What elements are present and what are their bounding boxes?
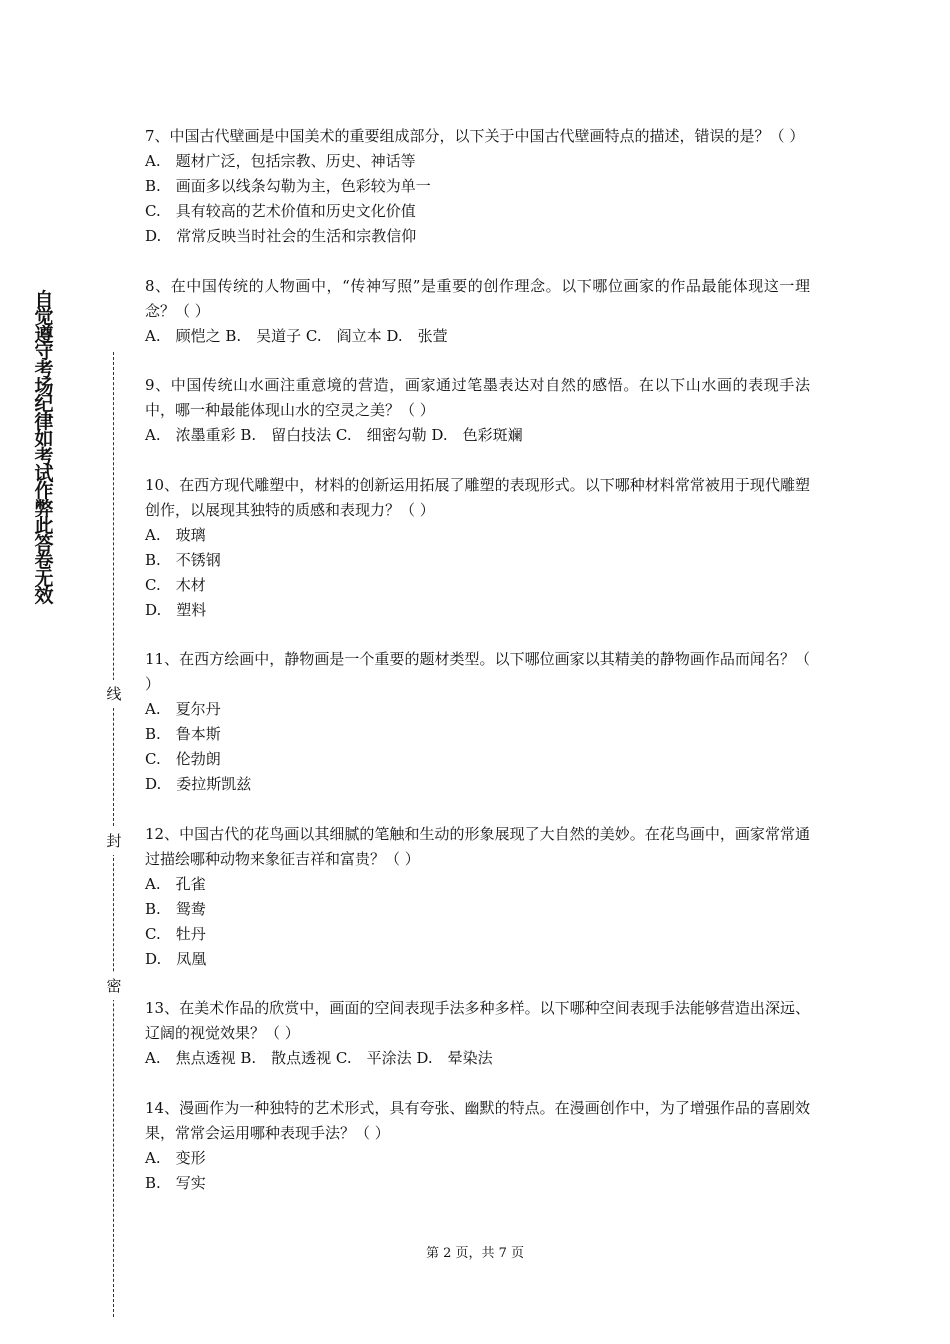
question-9 <box>145 373 810 448</box>
question-stem: 9、中国传统山水画注重意境的营造，画家通过笔墨表达对自然的感悟。在以下山水画的表现手法中，哪一种最能体现山水的空灵之美？（ ） <box>145 376 810 419</box>
option-a: A. 变形 <box>145 1148 206 1167</box>
question-11 <box>145 647 810 797</box>
question-stem: 10、在西方现代雕塑中，材料的创新运用拓展了雕塑的表现形式。以下哪种材料常常被用于现代雕塑创作，以展现其独特的质感和表现力？（ ） <box>145 475 810 519</box>
warning-character: 遵 <box>34 323 54 346</box>
option-c: C. 伦勃朗 <box>145 750 221 768</box>
question-stem: 14、漫画作为一种独特的艺术形式，具有夸张、幽默的特点。在漫画创作中，为了增强作品的喜剧效果，常常会运用哪种表现手法？（ ） <box>145 1098 810 1142</box>
question-stem: 7、中国古代壁画是中国美术的重要组成部分，以下关于中国古代壁画特点的描述，错误的是？（ ） <box>145 127 805 145</box>
warning-character: 考 <box>34 358 54 381</box>
question-stem: 8、在中国传统的人物画中，“传神写照”是重要的创作理念。以下哪位画家的作品最能体现这一理念？（ ） <box>145 276 810 320</box>
option-a: A. 玻璃 <box>145 525 206 544</box>
option-a: A. 孔雀 <box>145 874 206 893</box>
question-stem: 13、在美术作品的欣赏中，画面的空间表现手法多种多样。以下哪种空间表现手法能够营造出深远、辽阔的视觉效果？（ ） <box>145 999 810 1042</box>
option-a: A. 夏尔丹 <box>145 700 221 718</box>
option-c: C. 牡丹 <box>145 924 206 943</box>
option-a: A. 题材广泛，包括宗教、历史、神话等 <box>145 152 416 170</box>
question-13 <box>145 996 810 1071</box>
warning-character: 律 <box>34 410 54 433</box>
warning-character: 弊 <box>34 497 54 520</box>
exam-discipline-warning <box>30 289 58 607</box>
warning-character: 试 <box>34 463 54 486</box>
page-number-footer: 第 2 页，共 7 页 <box>425 1246 525 1261</box>
question-stem: 11、在西方绘画中，静物画是一个重要的题材类型。以下哪位画家以其精美的静物画作品而闻名？（ ） <box>145 650 810 693</box>
warning-character: 无 <box>34 567 54 590</box>
warning-character: 作 <box>34 480 54 503</box>
option-b: B. 鸳鸯 <box>145 899 206 918</box>
question-7 <box>145 124 810 249</box>
warning-character: 答 <box>34 532 54 555</box>
warning-character: 如 <box>34 428 54 451</box>
option-b: B. 写实 <box>145 1173 206 1192</box>
warning-character: 考 <box>34 445 54 468</box>
option-b: B. 不锈钢 <box>145 550 221 569</box>
question-14 <box>145 1096 810 1196</box>
warning-character: 纪 <box>34 393 54 416</box>
option-c: C. 具有较高的艺术价值和历史文化价值 <box>145 202 416 220</box>
options-line: A. 浓墨重彩 B. 留白技法 C. 细密勾勒 D. 色彩斑斓 <box>145 426 523 444</box>
option-d: D. 常常反映当时社会的生活和宗教信仰 <box>145 227 417 245</box>
option-d: D. 委拉斯凯兹 <box>145 775 252 793</box>
question-8 <box>145 274 810 349</box>
warning-character: 此 <box>34 515 54 538</box>
options-line: A. 焦点透视 B. 散点透视 C. 平涂法 D. 晕染法 <box>145 1049 493 1067</box>
option-d: D. 凤凰 <box>145 949 207 968</box>
option-c: C. 木材 <box>145 575 206 594</box>
warning-character: 卷 <box>34 550 54 573</box>
warning-character: 场 <box>34 376 54 399</box>
question-12 <box>145 822 810 972</box>
seal-label-mi: 密 <box>104 972 124 1000</box>
option-b: B. 画面多以线条勾勒为主，色彩较为单一 <box>145 177 431 195</box>
question-list <box>145 124 810 1220</box>
option-b: B. 鲁本斯 <box>145 725 221 743</box>
warning-character: 守 <box>34 341 54 364</box>
question-10 <box>145 473 810 623</box>
warning-character: 自 <box>34 289 54 311</box>
question-stem: 12、中国古代的花鸟画以其细腻的笔触和生动的形象展现了大自然的美妙。在花鸟画中，画家常常通过描绘哪种动物来象征吉祥和富贵？（ ） <box>145 824 810 868</box>
option-d: D. 塑料 <box>145 600 207 619</box>
seal-label-xian: 线 <box>104 680 124 708</box>
warning-character: 效 <box>34 584 54 607</box>
warning-character: 觉 <box>34 306 54 329</box>
seal-label-feng: 封 <box>104 827 124 855</box>
options-line: A. 顾恺之 B. 吴道子 C. 阎立本 D. 张萱 <box>145 326 448 345</box>
